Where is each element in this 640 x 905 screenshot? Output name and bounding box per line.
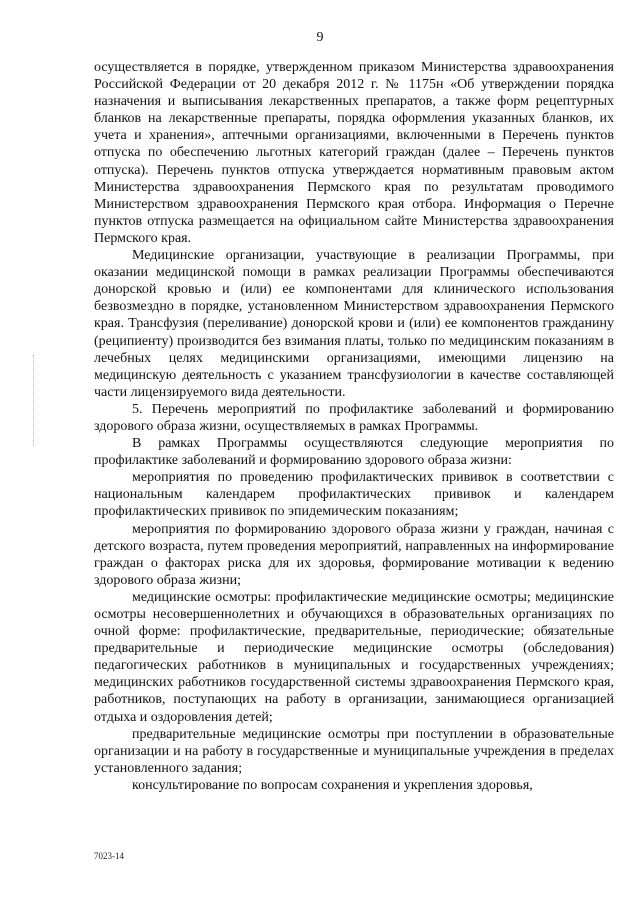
paragraph-2: Медицинские организации, участвующие в реализации Программы, при оказании медицинской помощи в рамках реализации Программы обеспечиваются донорской кровью и (или) ее компонентами для клинического использования безвозмездно в порядке, установленном Министерством здравоохранения Пермского края. Трансфузия (переливание) донорской крови и (или) ее компонентов гражданину (реципиенту) производится без взимания платы, только по медицинским показаниям в лечебных целях медицинскими организациями, имеющими лицензию на медицинскую деятельность с указанием трансфузиологии в качестве составляющей части лицензируемого вида деятельности. xyxy=(94,248,614,400)
list-item-medical-exams: медицинские осмотры: профилактические медицинские осмотры; медицинские осмотры несовершеннолетних и обучающихся в образовательных организациях по очной форме: профилактические, предварительные, периодические; обязательные предварительные и периодические медицинские осмотры (обследования) педагогических работников в муниципальных и государственных учреждениях; медицинских работников государственной системы здравоохранения Пермского края, работников, поступающих на работу в организации, занимающиеся организацией отдыха и оздоровления детей; xyxy=(94,589,614,725)
paragraph-4: В рамках Программы осуществляются следующие мероприятия по профилактике заболеваний и формированию здорового образа жизни: xyxy=(94,436,614,469)
list-item-consulting: консультирование по вопросам сохранения и укрепления здоровья, xyxy=(132,777,533,793)
list-item-healthy-lifestyle: мероприятия по формированию здорового образа жизни у граждан, начиная с детского возраста, путем проведения мероприятий, направленных на информирование граждан о факторах риска для их здоровья, формирование мотивации к ведению здорового образа жизни; xyxy=(94,521,614,588)
margin-marks xyxy=(33,355,40,445)
section-heading: 5. Перечень мероприятий по профилактике заболеваний и формированию здорового образа жизни, осуществляемых в рамках Программы. xyxy=(94,401,614,434)
list-item-preliminary-exams: предварительные медицинские осмотры при поступлении в образовательные организации и на работу в государственные и муниципальные учреждения в пределах установленного задания; xyxy=(94,726,614,776)
body-text xyxy=(94,59,614,794)
page-number: 9 xyxy=(316,30,324,45)
list-item-vaccination: мероприятия по проведению профилактических прививок в соответствии с национальным календарем профилактических прививок и календарем профилактических прививок по эпидемическим показаниям; xyxy=(94,470,614,520)
paragraph-1: осуществляется в порядке, утвержденном приказом Министерства здравоохранения Российской Федерации от 20 декабря 2012 г. № 1175н «Об утверждении порядка назначения и выписывания лекарственных препаратов, а также форм рецептурных бланков на лекарственные препараты, порядка оформления указанных бланков, их учета и хранения», аптечными организациями, включенными в Перечень пунктов отпуска по обеспечению льготных категорий граждан (далее – Перечень пунктов отпуска). Перечень пунктов отпуска утверждается нормативным правовым актом Министерства здравоохранения Пермского края по результатам проводимого Министерством здравоохранения Пермского края отбора. Информация о Перечне пунктов отпуска размещается на официальном сайте Министерства здравоохранения Пермского края. xyxy=(94,60,614,246)
document-code: 7023-14 xyxy=(94,851,124,861)
